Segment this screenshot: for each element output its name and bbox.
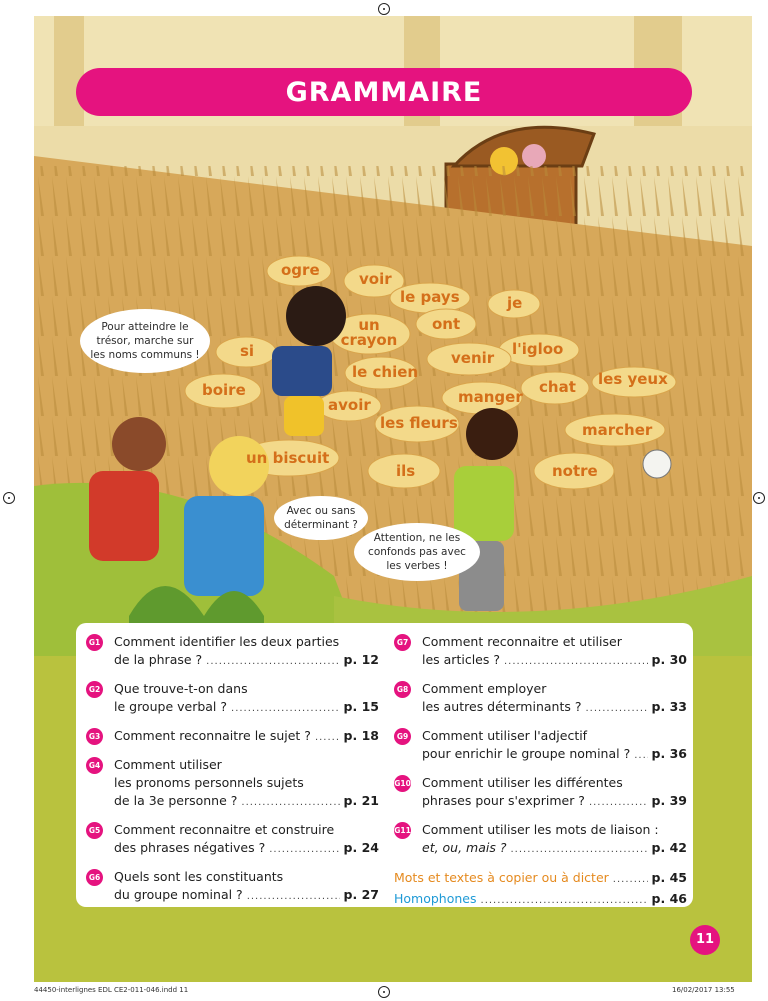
registration-mark-right xyxy=(753,492,765,504)
print-footer-file: 44450-interlignes EDL CE2-011-046.indd 11 xyxy=(34,986,189,994)
badge-g2: G2 xyxy=(86,681,103,698)
word-chat: chat xyxy=(539,378,576,396)
badge-g9: G9 xyxy=(394,728,411,745)
speech-bubble-determinant: Avec ou sans déterminant ? xyxy=(274,496,368,540)
section-title-bar xyxy=(76,68,692,116)
badge-g10: G10 xyxy=(394,775,411,792)
word-ligloo: l'igloo xyxy=(512,340,564,358)
word-voir: voir xyxy=(359,270,392,288)
word-un-crayon: un crayon xyxy=(340,316,398,349)
badge-g6: G6 xyxy=(86,869,103,886)
word-le-chien: le chien xyxy=(352,363,419,381)
toc-left-column xyxy=(84,633,379,915)
badge-g11: G11 xyxy=(394,822,411,839)
toc-entry-g9[interactable]: G9 Comment utiliser l'adjectif pour enrichir le groupe nominal ? ..... p. 36 xyxy=(392,727,687,765)
section-title: GRAMMAIRE xyxy=(285,76,483,108)
word-les-fleurs: les fleurs xyxy=(380,414,458,432)
toc-right-column xyxy=(392,633,687,910)
word-avoir: avoir xyxy=(328,396,371,414)
toc-entry-g2[interactable]: G2 Que trouve-t-on dans le groupe verbal ? ..... p. 15 xyxy=(84,680,379,718)
toc-entry-g5[interactable]: G5 Comment reconnaitre et construire des phrases négatives ? ..... p. 24 xyxy=(84,821,379,859)
badge-g4: G4 xyxy=(86,757,103,774)
registration-mark-bottom xyxy=(378,986,390,998)
toc-entry-g4[interactable]: G4 Comment utiliser les pronoms personnels sujets de la 3e personne ? ..... p. 21 xyxy=(84,756,379,812)
badge-g1: G1 xyxy=(86,634,103,651)
toc-entry-g6[interactable]: G6 Quels sont les constituants du groupe nominal ? ..... p. 27 xyxy=(84,868,379,906)
badge-g5: G5 xyxy=(86,822,103,839)
badge-g8: G8 xyxy=(394,681,411,698)
badge-g3: G3 xyxy=(86,728,103,745)
word-ogre: ogre xyxy=(281,261,320,279)
word-le-pays: le pays xyxy=(400,288,460,306)
toc-extra-mots-textes[interactable]: Mots et textes à copier ou à dicter ..... p. 45 xyxy=(392,868,687,889)
toc-entry-g10[interactable]: G10 Comment utiliser les différentes phrases pour s'exprimer ? ..... p. 39 xyxy=(392,774,687,812)
page-number: 11 xyxy=(690,925,720,955)
word-venir: venir xyxy=(451,349,495,367)
word-marcher: marcher xyxy=(582,421,653,439)
word-ont: ont xyxy=(432,315,461,333)
badge-g7: G7 xyxy=(394,634,411,651)
word-si: si xyxy=(240,342,255,360)
speech-bubble-verbs: Attention, ne les confonds pas avec les verbes ! xyxy=(354,523,480,581)
registration-mark-left xyxy=(3,492,15,504)
word-je: je xyxy=(507,294,523,312)
print-footer-date: 16/02/2017 13:55 xyxy=(672,986,735,994)
word-boire: boire xyxy=(202,381,246,399)
table-of-contents xyxy=(76,623,693,907)
toc-entry-g11[interactable]: G11 Comment utiliser les mots de liaison : et, ou, mais ? ..... p. 42 xyxy=(392,821,687,859)
toc-extra-homophones[interactable]: Homophones ..... p. 46 xyxy=(392,889,687,910)
word-ils: ils xyxy=(396,462,416,480)
word-un-biscuit: un biscuit xyxy=(246,449,330,467)
registration-mark-top xyxy=(378,3,390,15)
toc-entry-g3[interactable]: G3 Comment reconnaitre le sujet ? ..... p. 18 xyxy=(84,727,379,747)
page xyxy=(34,16,752,982)
toc-entry-g8[interactable]: G8 Comment employer les autres déterminants ? ..... p. 33 xyxy=(392,680,687,718)
toc-entry-g1[interactable]: G1 Comment identifier les deux parties de la phrase ? ..... p. 12 xyxy=(84,633,379,671)
toc-entry-g7[interactable]: G7 Comment reconnaitre et utiliser les articles ? ..... p. 30 xyxy=(392,633,687,671)
speech-bubble-treasure: Pour atteindre le trésor, marche sur les noms communs ! xyxy=(80,309,210,373)
word-manger: manger xyxy=(458,388,523,406)
word-notre: notre xyxy=(552,462,598,480)
word-les-yeux: les yeux xyxy=(598,370,668,388)
